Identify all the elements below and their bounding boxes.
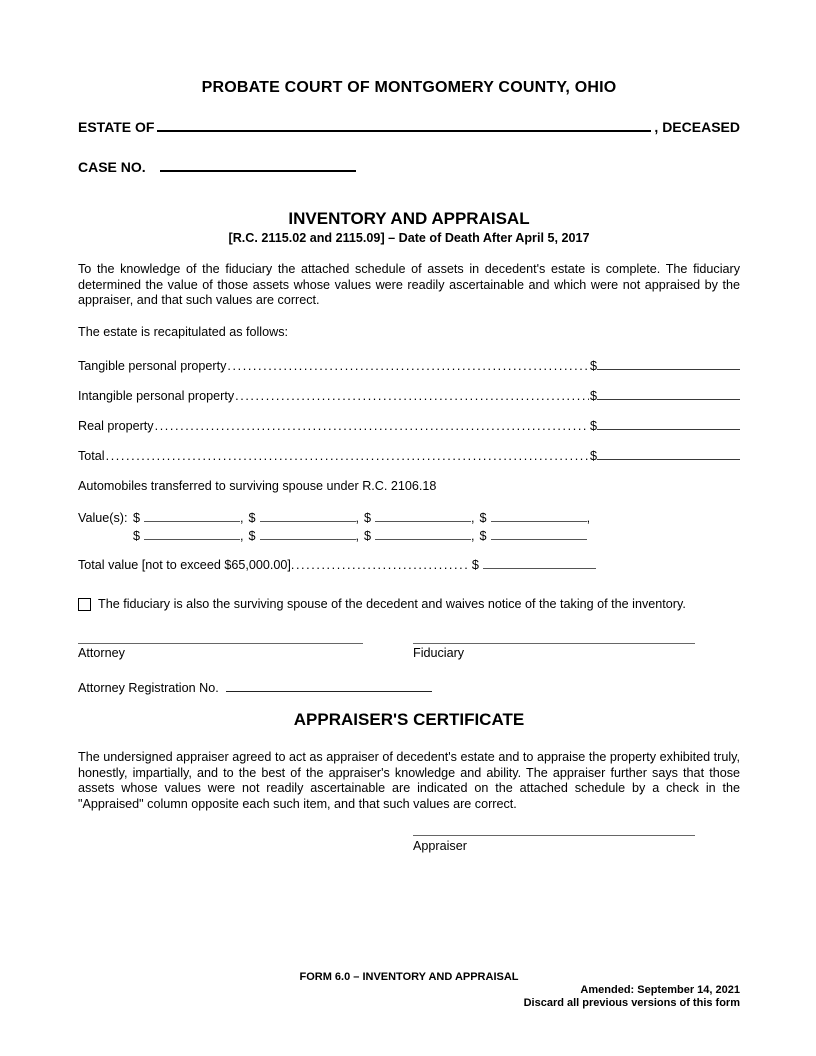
- case-no-row: [78, 157, 740, 175]
- auto-value-field-6[interactable]: [260, 527, 356, 540]
- values-label: Value(s):: [78, 511, 128, 525]
- footer-amendment-note: [78, 984, 740, 1010]
- value-slot: [480, 509, 596, 527]
- signature-section: [78, 643, 740, 660]
- case-no-label: CASE NO.: [78, 159, 146, 175]
- auto-value-field-8[interactable]: [491, 527, 587, 540]
- appraiser-signature-line[interactable]: [413, 835, 695, 853]
- values-row-1: [78, 509, 740, 527]
- recap-label: Intangible personal property: [78, 389, 235, 403]
- recap-label: Total: [78, 449, 105, 463]
- appraiser-certificate-paragraph: The undersigned appraiser agreed to act as appraiser of decedent's estate and to appraise the property exhibited truly, honestly, impartially, and to the best of the appraiser's knowledge and ability. The appraiser further says that those assets whose values were not readily ascertainable are indicated on the attached schedule by a check in the "Appraised" column opposite each such item, and that such values are correct.: [78, 750, 740, 811]
- attorney-registration-field[interactable]: [226, 678, 432, 692]
- recap-label: Real property: [78, 419, 154, 433]
- comma: ,: [355, 511, 360, 525]
- recap-row-tangible: [78, 356, 740, 373]
- recap-row-real-property: [78, 416, 740, 433]
- deceased-label: , DECEASED: [654, 119, 740, 135]
- value-slot: [480, 527, 587, 545]
- dollar-sign: $: [479, 529, 487, 543]
- attorney-signature-line[interactable]: [78, 643, 363, 660]
- dollar-sign: $: [133, 511, 141, 525]
- dot-leader: [106, 449, 589, 463]
- comma: ,: [240, 529, 244, 543]
- footer-form-id: FORM 6.0 – INVENTORY AND APPRAISAL: [299, 971, 519, 983]
- form-subtitle: [R.C. 2115.02 and 2115.09] – Date of Death After April 5, 2017: [228, 231, 590, 245]
- dollar-sign: $: [248, 511, 256, 525]
- dollar-sign: $: [589, 419, 597, 433]
- spouse-waiver-label: The fiduciary is also the surviving spouse of the decedent and waives notice of the taking of the inventory.: [98, 597, 686, 611]
- estate-name-field[interactable]: [157, 117, 651, 132]
- attorney-registration-label: Attorney Registration No.: [78, 681, 219, 695]
- dot-leader: [155, 419, 589, 433]
- dollar-sign: $: [589, 449, 597, 463]
- intro-paragraph: To the knowledge of the fiduciary the attached schedule of assets in decedent's estate is complete. The fiduciary determined the value of those assets whose values were readily ascertainable and which were not appraised by the appraiser, and that such values are correct.: [78, 262, 740, 308]
- case-no-field[interactable]: [160, 157, 356, 172]
- value-slot: [133, 509, 249, 527]
- intangible-value-field[interactable]: [597, 386, 740, 400]
- dollar-sign: $: [589, 389, 597, 403]
- estate-of-row: [78, 117, 740, 135]
- dollar-sign: $: [364, 511, 372, 525]
- auto-value-field-2[interactable]: [260, 509, 356, 522]
- dot-leader: [235, 389, 589, 403]
- auto-value-field-7[interactable]: [375, 527, 471, 540]
- attorney-label: Attorney: [78, 646, 125, 660]
- appraiser-label: Appraiser: [413, 839, 467, 853]
- court-title: PROBATE COURT OF MONTGOMERY COUNTY, OHIO: [201, 79, 617, 96]
- comma: ,: [586, 511, 591, 525]
- automobiles-text: Automobiles transferred to surviving spouse under R.C. 2106.18: [78, 479, 437, 493]
- form-title: INVENTORY AND APPRAISAL: [288, 209, 530, 228]
- dollar-sign: $: [133, 529, 141, 543]
- dot-leader: [227, 359, 589, 373]
- value-slot: [364, 527, 480, 545]
- total-value-field[interactable]: [597, 446, 740, 460]
- recap-row-total: [78, 446, 740, 463]
- real-property-value-field[interactable]: [597, 416, 740, 430]
- dollar-sign: $: [479, 511, 487, 525]
- value-slot: [249, 509, 365, 527]
- fiduciary-label: Fiduciary: [413, 646, 465, 660]
- footer-discard-note: Discard all previous versions of this form: [523, 997, 740, 1009]
- spouse-waiver-row: [78, 597, 740, 611]
- dollar-sign: $: [589, 359, 597, 373]
- values-row-2: [133, 527, 740, 545]
- value-slot: [133, 527, 249, 545]
- dot-leader: [291, 558, 467, 572]
- recap-label: Tangible personal property: [78, 359, 227, 373]
- tangible-value-field[interactable]: [597, 356, 740, 370]
- auto-value-field-3[interactable]: [375, 509, 471, 522]
- dollar-sign: $: [248, 529, 256, 543]
- comma: ,: [240, 511, 244, 525]
- values-block: [78, 509, 740, 545]
- estate-of-label: ESTATE OF: [78, 119, 155, 135]
- auto-value-field-4[interactable]: [491, 509, 587, 522]
- total-value-row: [78, 556, 740, 572]
- auto-value-field-1[interactable]: [144, 509, 240, 522]
- comma: ,: [355, 529, 360, 543]
- comma: ,: [471, 511, 475, 525]
- dollar-sign: $: [364, 529, 372, 543]
- value-slot: [249, 527, 365, 545]
- recap-intro: The estate is recapitulated as follows:: [78, 325, 289, 339]
- value-slot: [364, 509, 480, 527]
- comma: ,: [471, 529, 475, 543]
- total-value-label: Total value [not to exceed $65,000.00]: [78, 558, 291, 572]
- total-auto-value-field[interactable]: [483, 556, 596, 569]
- spouse-waiver-checkbox[interactable]: [78, 598, 91, 611]
- appraiser-certificate-title: APPRAISER'S CERTIFICATE: [293, 710, 525, 729]
- attorney-registration-row: [78, 678, 740, 695]
- footer-amended-date: Amended: September 14, 2021: [580, 984, 740, 996]
- fiduciary-signature-line[interactable]: [413, 643, 695, 660]
- dollar-sign: $: [471, 558, 479, 572]
- auto-value-field-5[interactable]: [144, 527, 240, 540]
- recap-row-intangible: [78, 386, 740, 403]
